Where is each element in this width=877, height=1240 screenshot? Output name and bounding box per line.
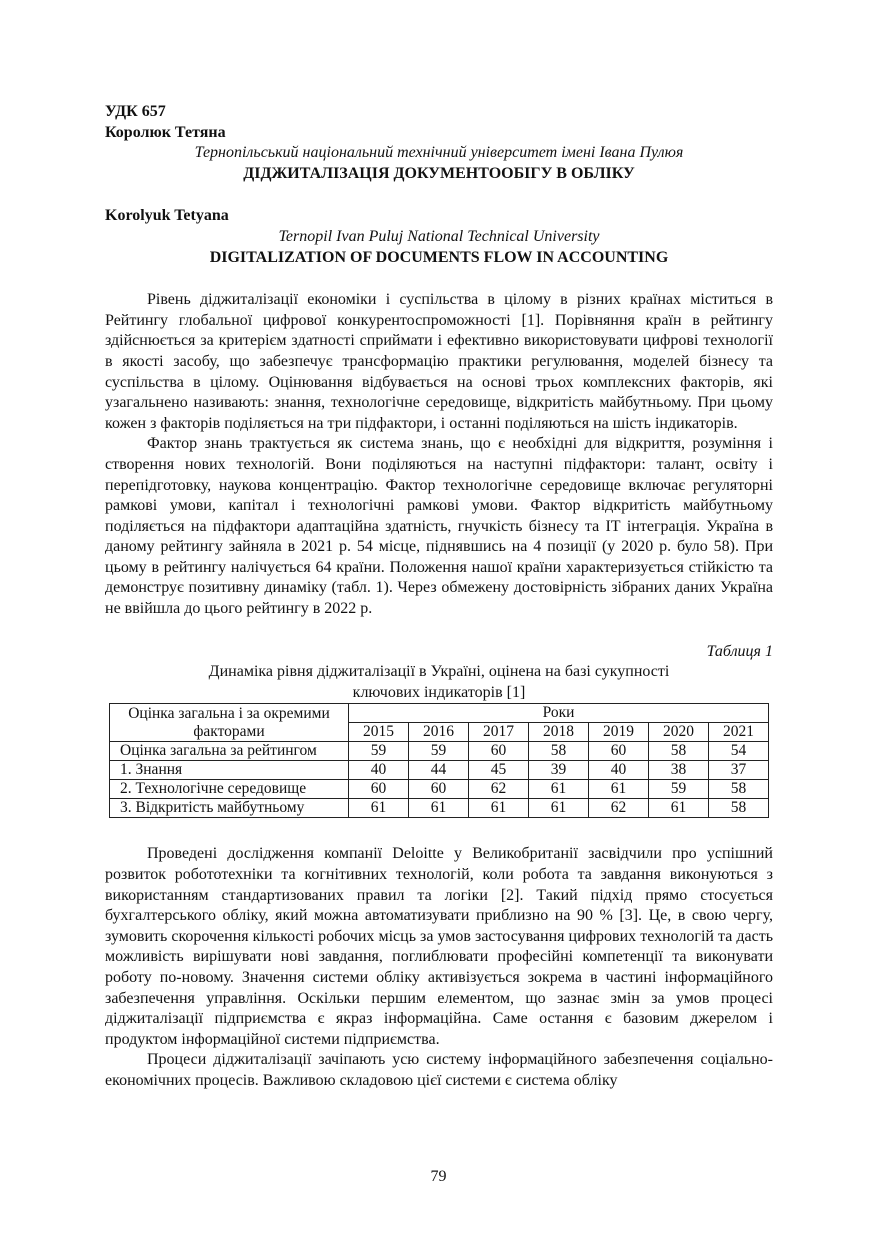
year-cell: 2020 [649,723,709,742]
udk-code: УДК 657 [105,103,166,120]
affiliation-en: Ternopil Ivan Puluj National Technical University [278,227,600,245]
year-cell: 2016 [409,723,469,742]
value-cell: 54 [709,742,769,761]
value-cell: 45 [469,761,529,780]
value-cell: 61 [349,799,409,818]
article-title-ua: ДІДЖИТАЛІЗАЦІЯ ДОКУМЕНТООБІГУ В ОБЛІКУ [243,164,635,182]
page-number: 79 [430,1168,447,1185]
year-cell: 2018 [529,723,589,742]
year-cell: 2019 [589,723,649,742]
article-title-en: DIGITALIZATION OF DOCUMENTS FLOW IN ACCOUNTING [209,248,669,266]
value-cell: 58 [529,742,589,761]
table-row [110,742,769,761]
year-cell: 2021 [709,723,769,742]
table-header-years: Роки [349,704,769,723]
value-cell: 61 [589,780,649,799]
value-cell: 58 [709,780,769,799]
value-cell: 60 [349,780,409,799]
value-cell: 60 [469,742,529,761]
value-cell: 61 [529,799,589,818]
value-cell: 40 [349,761,409,780]
table-row [110,761,769,780]
table-number: Таблиця 1 [706,642,773,660]
table-header-factors: Оцінка загальна і за окремими факторами [110,704,349,742]
value-cell: 61 [529,780,589,799]
row-label: 1. Знання [110,761,349,780]
value-cell: 62 [469,780,529,799]
table-row [110,799,769,818]
year-cell: 2015 [349,723,409,742]
value-cell: 59 [349,742,409,761]
value-cell: 60 [589,742,649,761]
value-cell: 59 [409,742,469,761]
table-title-line-2: ключових індикаторів [1] [352,683,526,701]
year-cell: 2017 [469,723,529,742]
value-cell: 61 [469,799,529,818]
row-label: 2. Технологічне середовище [110,780,349,799]
digitalization-table [109,703,769,818]
paragraph-2: Фактор знань трактується як система знань, що є необхідні для відкриття, розуміння і створення нових технологій. Вони поділяються на наступні підфактори: талант, освіту і перепідготовку, наукова концентрацію. Фактор технологічне середовище включає регуляторні рамкові умови, капітал і технологічні рамкові умови. Фактор відкритість майбутньому поділяється на підфактори адаптаційна здатність, гнучкість бізнесу та ІТ інтеграція. Україна в даному рейтингу зайняла в 2021 р. 54 місце, піднявшись на 4 позиції (у 2020 р. було 58). При цьому в рейтингу налічується 64 країни. Положення нашої країни характеризується стійкістю та демонструє позитивну динаміку (табл. 1). Через обмежену достовірність зібраних даних Україна не ввійшла до цього рейтингу в 2022 р. [105,435,773,618]
value-cell: 40 [589,761,649,780]
paragraph-3: Проведені дослідження компанії Deloitte у Великобританії засвідчили про успішний розвиток робототехніки та когнітивних технологій, коли робота та завдання виконуються з використанням стандартизованих правил та логіки [2]. Такий підхід прямо стосується бухгалтерського обліку, який можна автоматизувати приблизно на 90 % [3]. Це, в свою чергу, зумовить скорочення кількості робочих місць за умов застосування цифрових технологій та дасть можливість вирішувати нові завдання, поглиблювати професійні компетенції та виконувати роботу по-новому. Значення системи обліку активізується зокрема в частині інформаційного забезпечення управління. Оскільки першим елементом, що зазнає змін за умов процесі діджиталізації підприємства є якраз інформаційна. Саме остання є базовим джерелом і продуктом інформаційної системи підприємства. [105,845,773,1048]
author-name-ua: Королюк Тетяна [105,123,226,141]
row-label: 3. Відкритість майбутньому [110,799,349,818]
affiliation-ua: Тернопільський національний технічний університет імені Івана Пулюя [194,144,684,162]
value-cell: 37 [709,761,769,780]
table-row [110,780,769,799]
paragraph-1: Рівень діджиталізації економіки і суспільства в цілому в різних країнах міститься в Рейтингу глобальної цифрової конкурентоспроможності [1]. Порівняння країн в рейтингу здійснюється за критерієм здатності сприймати і ефективно використовувати цифрові технології в якості засобу, що забезпечує трансформацію практики регулювання, моделей бізнесу та суспільства в цілому. Оцінювання відбувається на основі трьох комплексних факторів, які узагальнено називають: знання, технологічне середовище, відкритість майбутньому. При цьому кожен з факторів поділяється на три підфактори, і останні поділяються на шість індикаторів. [105,291,773,432]
row-label: Оцінка загальна за рейтингом [110,742,349,761]
value-cell: 59 [649,780,709,799]
table-title-line-1: Динаміка рівня діджиталізації в Україні, оцінена на базі сукупності [208,663,670,681]
value-cell: 60 [409,780,469,799]
value-cell: 44 [409,761,469,780]
value-cell: 58 [649,742,709,761]
value-cell: 39 [529,761,589,780]
paragraph-4: Процеси діджиталізації зачіпають усю систему інформаційного забезпечення соціально-економічних процесів. Важливою складовою цієї системи є система обліку [105,1051,773,1089]
article-page [105,102,773,1092]
value-cell: 62 [589,799,649,818]
value-cell: 58 [709,799,769,818]
author-name-en: Korolyuk Tetyana [105,207,229,225]
value-cell: 61 [409,799,469,818]
value-cell: 61 [649,799,709,818]
value-cell: 38 [649,761,709,780]
